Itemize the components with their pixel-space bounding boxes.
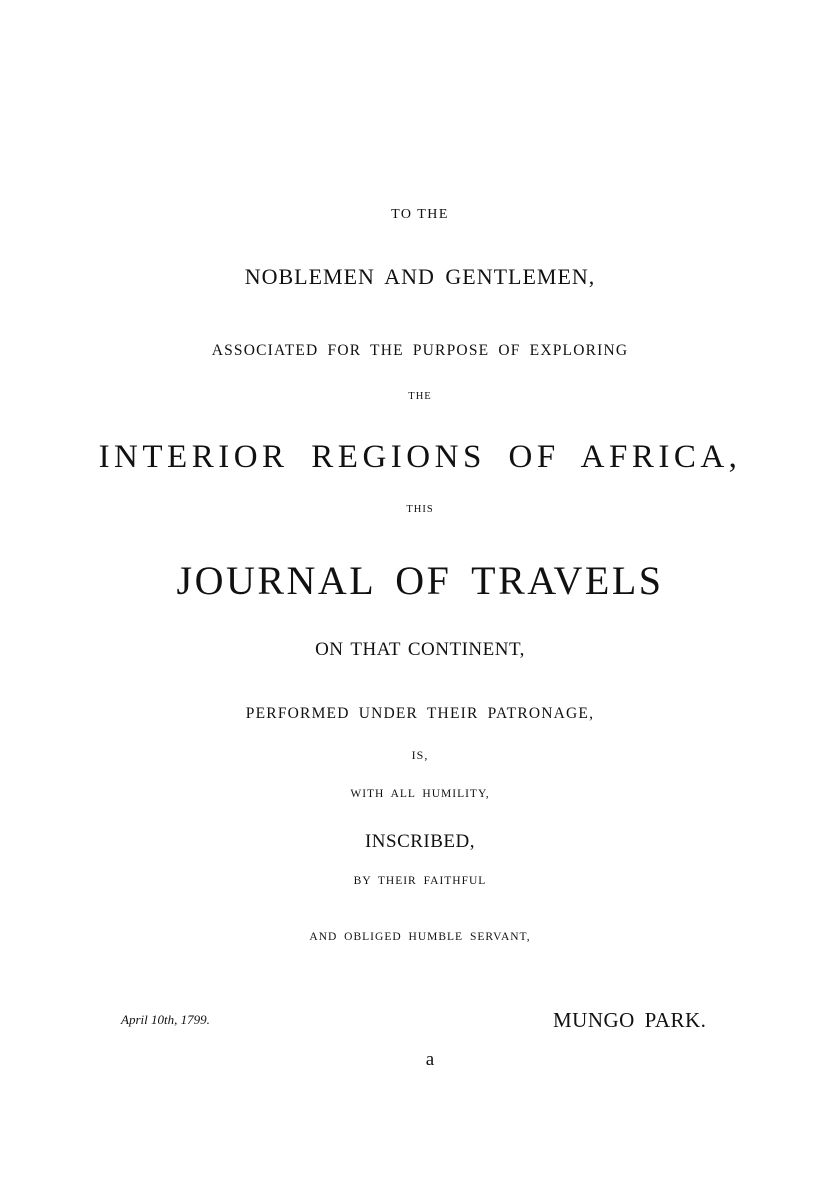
dedication-line-inscribed: INSCRIBED, xyxy=(364,831,476,852)
dedication-line-performed: PERFORMED UNDER THEIR PATRONAGE, xyxy=(245,705,595,722)
author-signature: MUNGO PARK. xyxy=(553,1008,707,1032)
signature-mark: a xyxy=(425,1049,435,1070)
dedication-line-humility: WITH ALL HUMILITY, xyxy=(350,788,490,800)
dedication-line-journal: JOURNAL OF TRAVELS xyxy=(176,558,664,603)
dedication-line-associated: ASSOCIATED FOR THE PURPOSE OF EXPLORING xyxy=(211,342,629,359)
dedication-line-continent: ON THAT CONTINENT, xyxy=(315,639,525,660)
dedication-line-is: IS, xyxy=(411,748,429,762)
dedication-line-interior: INTERIOR REGIONS OF AFRICA, xyxy=(98,439,742,475)
dedication-line-this: THIS xyxy=(406,504,434,515)
dedication-line-servant: AND OBLIGED HUMBLE SERVANT, xyxy=(309,931,531,943)
dedication-line-the: THE xyxy=(408,391,432,402)
dedication-line-to-the: TO THE xyxy=(391,207,449,222)
dedication-line-faithful: BY THEIR FAITHFUL xyxy=(353,875,487,887)
dedication-line-noblemen: NOBLEMEN AND GENTLEMEN, xyxy=(244,264,596,289)
dedication-date: April 10th, 1799. xyxy=(121,1012,210,1027)
